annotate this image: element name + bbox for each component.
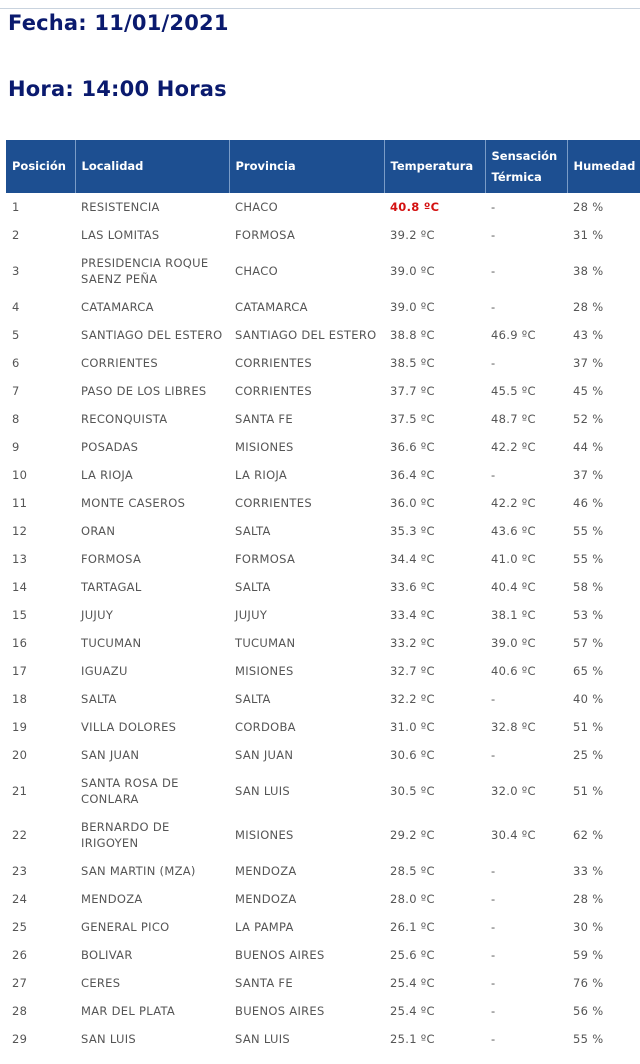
cell-provincia: SALTA bbox=[235, 580, 271, 594]
table-row bbox=[6, 249, 640, 293]
cell-localidad: SANTA ROSA DE CONLARA bbox=[81, 776, 179, 806]
cell-sensacion-termica: 45.5 ºC bbox=[491, 384, 536, 398]
cell-posicion: 25 bbox=[12, 920, 28, 934]
cell-sensacion-termica: - bbox=[491, 1004, 496, 1018]
cell-provincia: FORMOSA bbox=[235, 552, 296, 566]
cell-sensacion-termica: - bbox=[491, 300, 496, 314]
cell-humedad: 65 % bbox=[573, 664, 604, 678]
cell-humedad: 37 % bbox=[573, 468, 604, 482]
cell-provincia: FORMOSA bbox=[235, 228, 296, 242]
cell-sensacion-termica: 42.2 ºC bbox=[491, 496, 536, 510]
cell-provincia: LA RIOJA bbox=[235, 468, 288, 482]
table-row bbox=[6, 813, 640, 857]
cell-humedad: 51 % bbox=[573, 720, 604, 734]
cell-posicion: 16 bbox=[12, 636, 28, 650]
cell-posicion: 2 bbox=[12, 228, 20, 242]
cell-sensacion-termica: - bbox=[491, 976, 496, 990]
cell-humedad: 76 % bbox=[573, 976, 604, 990]
cell-humedad: 57 % bbox=[573, 636, 604, 650]
cell-provincia: MISIONES bbox=[235, 440, 294, 454]
table-row bbox=[6, 461, 640, 489]
cell-humedad: 46 % bbox=[573, 496, 604, 510]
table-row bbox=[6, 573, 640, 601]
column-header-sensacion-termica bbox=[485, 140, 567, 193]
cell-sensacion-termica: 48.7 ºC bbox=[491, 412, 536, 426]
table-row bbox=[6, 885, 640, 913]
column-header-posicion: Posición bbox=[6, 140, 75, 193]
cell-posicion: 11 bbox=[12, 496, 28, 510]
cell-sensacion-termica: 38.1 ºC bbox=[491, 608, 536, 622]
cell-posicion: 3 bbox=[12, 264, 20, 278]
cell-humedad: 31 % bbox=[573, 228, 604, 242]
cell-posicion: 29 bbox=[12, 1032, 28, 1046]
cell-posicion: 7 bbox=[12, 384, 20, 398]
cell-provincia: CORRIENTES bbox=[235, 384, 312, 398]
cell-posicion: 22 bbox=[12, 828, 28, 842]
sensacion-label-line1: Sensación bbox=[491, 148, 558, 163]
cell-localidad: IGUAZU bbox=[81, 664, 128, 678]
cell-posicion: 26 bbox=[12, 948, 28, 962]
cell-localidad: MONTE CASEROS bbox=[81, 496, 186, 510]
cell-localidad: SALTA bbox=[81, 692, 117, 706]
table-row bbox=[6, 545, 640, 573]
cell-provincia: CORDOBA bbox=[235, 720, 296, 734]
table-row bbox=[6, 769, 640, 813]
cell-temperatura: 28.5 ºC bbox=[390, 864, 435, 878]
sensacion-label-line2: Térmica bbox=[491, 169, 542, 184]
table-row bbox=[6, 913, 640, 941]
cell-humedad: 38 % bbox=[573, 264, 604, 278]
table-row bbox=[6, 221, 640, 249]
cell-temperatura: 26.1 ºC bbox=[390, 920, 435, 934]
cell-temperatura: 32.7 ºC bbox=[390, 664, 435, 678]
cell-sensacion-termica: - bbox=[491, 920, 496, 934]
table-row bbox=[6, 349, 640, 377]
cell-provincia: MISIONES bbox=[235, 664, 294, 678]
date-heading: Fecha: 11/01/2021 bbox=[8, 11, 229, 35]
cell-provincia: SAN LUIS bbox=[235, 784, 290, 798]
cell-localidad: CATAMARCA bbox=[81, 300, 154, 314]
cell-localidad: BERNARDO DE IRIGOYEN bbox=[81, 820, 170, 850]
cell-temperatura: 39.0 ºC bbox=[390, 264, 435, 278]
cell-sensacion-termica: - bbox=[491, 356, 496, 370]
cell-posicion: 20 bbox=[12, 748, 28, 762]
cell-humedad: 43 % bbox=[573, 328, 604, 342]
cell-provincia: SANTA FE bbox=[235, 412, 293, 426]
cell-provincia: JUJUY bbox=[235, 608, 268, 622]
cell-provincia: SALTA bbox=[235, 524, 271, 538]
cell-posicion: 5 bbox=[12, 328, 20, 342]
cell-temperatura: 34.4 ºC bbox=[390, 552, 435, 566]
cell-posicion: 4 bbox=[12, 300, 20, 314]
cell-sensacion-termica: 32.0 ºC bbox=[491, 784, 536, 798]
cell-temperatura: 37.5 ºC bbox=[390, 412, 435, 426]
cell-temperatura: 36.6 ºC bbox=[390, 440, 435, 454]
table-row bbox=[6, 969, 640, 997]
table-row bbox=[6, 629, 640, 657]
cell-sensacion-termica: - bbox=[491, 892, 496, 906]
cell-provincia: CHACO bbox=[235, 264, 278, 278]
table-row bbox=[6, 1025, 640, 1053]
cell-posicion: 19 bbox=[12, 720, 28, 734]
table-row bbox=[6, 517, 640, 545]
cell-temperatura: 36.0 ºC bbox=[390, 496, 435, 510]
cell-localidad: SAN JUAN bbox=[81, 748, 140, 762]
cell-humedad: 51 % bbox=[573, 784, 604, 798]
cell-humedad: 25 % bbox=[573, 748, 604, 762]
cell-temperatura: 38.5 ºC bbox=[390, 356, 435, 370]
cell-posicion: 13 bbox=[12, 552, 28, 566]
cell-localidad: SAN MARTIN (MZA) bbox=[81, 864, 196, 878]
table-row bbox=[6, 377, 640, 405]
cell-temperatura: 32.2 ºC bbox=[390, 692, 435, 706]
cell-sensacion-termica: 40.4 ºC bbox=[491, 580, 536, 594]
cell-localidad: MAR DEL PLATA bbox=[81, 1004, 176, 1018]
cell-sensacion-termica: 41.0 ºC bbox=[491, 552, 536, 566]
temperature-ranking-table bbox=[6, 140, 640, 1053]
cell-temperatura: 39.0 ºC bbox=[390, 300, 435, 314]
cell-humedad: 58 % bbox=[573, 580, 604, 594]
cell-sensacion-termica: - bbox=[491, 864, 496, 878]
column-header-temperatura: Temperatura bbox=[384, 140, 485, 193]
cell-sensacion-termica: 32.8 ºC bbox=[491, 720, 536, 734]
cell-humedad: 45 % bbox=[573, 384, 604, 398]
cell-localidad: TUCUMAN bbox=[81, 636, 142, 650]
cell-temperatura: 25.4 ºC bbox=[390, 976, 435, 990]
cell-humedad: 59 % bbox=[573, 948, 604, 962]
cell-localidad: RECONQUISTA bbox=[81, 412, 168, 426]
cell-provincia: BUENOS AIRES bbox=[235, 1004, 325, 1018]
cell-posicion: 17 bbox=[12, 664, 28, 678]
cell-provincia: MENDOZA bbox=[235, 864, 297, 878]
cell-temperatura: 30.5 ºC bbox=[390, 784, 435, 798]
table-row bbox=[6, 657, 640, 685]
column-header-humedad: Humedad bbox=[567, 140, 640, 193]
cell-posicion: 15 bbox=[12, 608, 28, 622]
cell-posicion: 8 bbox=[12, 412, 20, 426]
cell-posicion: 18 bbox=[12, 692, 28, 706]
table-row bbox=[6, 489, 640, 517]
cell-humedad: 28 % bbox=[573, 300, 604, 314]
cell-sensacion-termica: - bbox=[491, 200, 496, 214]
cell-provincia: BUENOS AIRES bbox=[235, 948, 325, 962]
cell-provincia: MENDOZA bbox=[235, 892, 297, 906]
cell-humedad: 52 % bbox=[573, 412, 604, 426]
cell-localidad: POSADAS bbox=[81, 440, 139, 454]
cell-provincia: CATAMARCA bbox=[235, 300, 308, 314]
cell-localidad: LAS LOMITAS bbox=[81, 228, 160, 242]
cell-posicion: 21 bbox=[12, 784, 28, 798]
cell-temperatura: 38.8 ºC bbox=[390, 328, 435, 342]
cell-sensacion-termica: 46.9 ºC bbox=[491, 328, 536, 342]
cell-humedad: 30 % bbox=[573, 920, 604, 934]
cell-provincia: SAN LUIS bbox=[235, 1032, 290, 1046]
cell-temperatura: 35.3 ºC bbox=[390, 524, 435, 538]
column-header-provincia: Provincia bbox=[229, 140, 384, 193]
cell-posicion: 27 bbox=[12, 976, 28, 990]
table-row bbox=[6, 601, 640, 629]
cell-sensacion-termica: 43.6 ºC bbox=[491, 524, 536, 538]
cell-temperatura: 36.4 ºC bbox=[390, 468, 435, 482]
top-border bbox=[0, 0, 640, 9]
time-heading: Hora: 14:00 Horas bbox=[8, 77, 227, 101]
cell-localidad: JUJUY bbox=[81, 608, 114, 622]
cell-provincia: SANTA FE bbox=[235, 976, 293, 990]
cell-temperatura: 30.6 ºC bbox=[390, 748, 435, 762]
cell-sensacion-termica: 39.0 ºC bbox=[491, 636, 536, 650]
cell-posicion: 12 bbox=[12, 524, 28, 538]
cell-localidad: SANTIAGO DEL ESTERO bbox=[81, 328, 223, 342]
table-row bbox=[6, 433, 640, 461]
cell-posicion: 10 bbox=[12, 468, 28, 482]
column-header-localidad: Localidad bbox=[75, 140, 229, 193]
cell-humedad: 33 % bbox=[573, 864, 604, 878]
cell-temperatura: 40.8 ºC bbox=[390, 200, 440, 214]
cell-posicion: 9 bbox=[12, 440, 20, 454]
cell-temperatura: 29.2 ºC bbox=[390, 828, 435, 842]
cell-sensacion-termica: - bbox=[491, 1032, 496, 1046]
cell-localidad: VILLA DOLORES bbox=[81, 720, 177, 734]
cell-provincia: TUCUMAN bbox=[235, 636, 296, 650]
cell-temperatura: 25.4 ºC bbox=[390, 1004, 435, 1018]
table-row bbox=[6, 193, 640, 221]
table-row bbox=[6, 713, 640, 741]
cell-temperatura: 39.2 ºC bbox=[390, 228, 435, 242]
cell-posicion: 14 bbox=[12, 580, 28, 594]
cell-posicion: 6 bbox=[12, 356, 20, 370]
cell-posicion: 28 bbox=[12, 1004, 28, 1018]
cell-provincia: LA PAMPA bbox=[235, 920, 294, 934]
cell-temperatura: 33.2 ºC bbox=[390, 636, 435, 650]
cell-localidad: PRESIDENCIA ROQUE SAENZ PEÑA bbox=[81, 256, 209, 286]
cell-humedad: 56 % bbox=[573, 1004, 604, 1018]
table-row bbox=[6, 321, 640, 349]
cell-temperatura: 33.6 ºC bbox=[390, 580, 435, 594]
cell-localidad: GENERAL PICO bbox=[81, 920, 170, 934]
table-row bbox=[6, 857, 640, 885]
cell-provincia: CHACO bbox=[235, 200, 278, 214]
cell-sensacion-termica: - bbox=[491, 748, 496, 762]
cell-temperatura: 25.1 ºC bbox=[390, 1032, 435, 1046]
cell-humedad: 37 % bbox=[573, 356, 604, 370]
cell-provincia: SALTA bbox=[235, 692, 271, 706]
cell-humedad: 62 % bbox=[573, 828, 604, 842]
cell-posicion: 23 bbox=[12, 864, 28, 878]
cell-localidad: PASO DE LOS LIBRES bbox=[81, 384, 207, 398]
cell-sensacion-termica: - bbox=[491, 948, 496, 962]
cell-localidad: FORMOSA bbox=[81, 552, 142, 566]
cell-humedad: 28 % bbox=[573, 892, 604, 906]
cell-sensacion-termica: 42.2 ºC bbox=[491, 440, 536, 454]
cell-sensacion-termica: 40.6 ºC bbox=[491, 664, 536, 678]
cell-localidad: ORAN bbox=[81, 524, 116, 538]
cell-localidad: SAN LUIS bbox=[81, 1032, 136, 1046]
cell-provincia: SAN JUAN bbox=[235, 748, 294, 762]
cell-sensacion-termica: - bbox=[491, 264, 496, 278]
cell-posicion: 1 bbox=[12, 200, 20, 214]
table-row bbox=[6, 685, 640, 713]
cell-sensacion-termica: 30.4 ºC bbox=[491, 828, 536, 842]
cell-localidad: TARTAGAL bbox=[81, 580, 142, 594]
cell-posicion: 24 bbox=[12, 892, 28, 906]
cell-localidad: CERES bbox=[81, 976, 121, 990]
cell-provincia: SANTIAGO DEL ESTERO bbox=[235, 328, 377, 342]
cell-sensacion-termica: - bbox=[491, 692, 496, 706]
table-row bbox=[6, 405, 640, 433]
cell-temperatura: 28.0 ºC bbox=[390, 892, 435, 906]
table-row bbox=[6, 941, 640, 969]
table-row bbox=[6, 997, 640, 1025]
cell-provincia: CORRIENTES bbox=[235, 496, 312, 510]
cell-temperatura: 37.7 ºC bbox=[390, 384, 435, 398]
cell-humedad: 53 % bbox=[573, 608, 604, 622]
cell-sensacion-termica: - bbox=[491, 228, 496, 242]
cell-temperatura: 25.6 ºC bbox=[390, 948, 435, 962]
cell-localidad: LA RIOJA bbox=[81, 468, 134, 482]
cell-humedad: 40 % bbox=[573, 692, 604, 706]
cell-humedad: 55 % bbox=[573, 524, 604, 538]
cell-temperatura: 33.4 ºC bbox=[390, 608, 435, 622]
cell-humedad: 55 % bbox=[573, 1032, 604, 1046]
cell-localidad: BOLIVAR bbox=[81, 948, 133, 962]
cell-provincia: CORRIENTES bbox=[235, 356, 312, 370]
cell-humedad: 28 % bbox=[573, 200, 604, 214]
table-header-row bbox=[6, 140, 640, 193]
cell-humedad: 55 % bbox=[573, 552, 604, 566]
cell-provincia: MISIONES bbox=[235, 828, 294, 842]
cell-localidad: MENDOZA bbox=[81, 892, 143, 906]
table-row bbox=[6, 741, 640, 769]
cell-humedad: 44 % bbox=[573, 440, 604, 454]
cell-localidad: RESISTENCIA bbox=[81, 200, 160, 214]
cell-sensacion-termica: - bbox=[491, 468, 496, 482]
table-row bbox=[6, 293, 640, 321]
cell-temperatura: 31.0 ºC bbox=[390, 720, 435, 734]
table-body bbox=[6, 193, 640, 1053]
cell-localidad: CORRIENTES bbox=[81, 356, 158, 370]
